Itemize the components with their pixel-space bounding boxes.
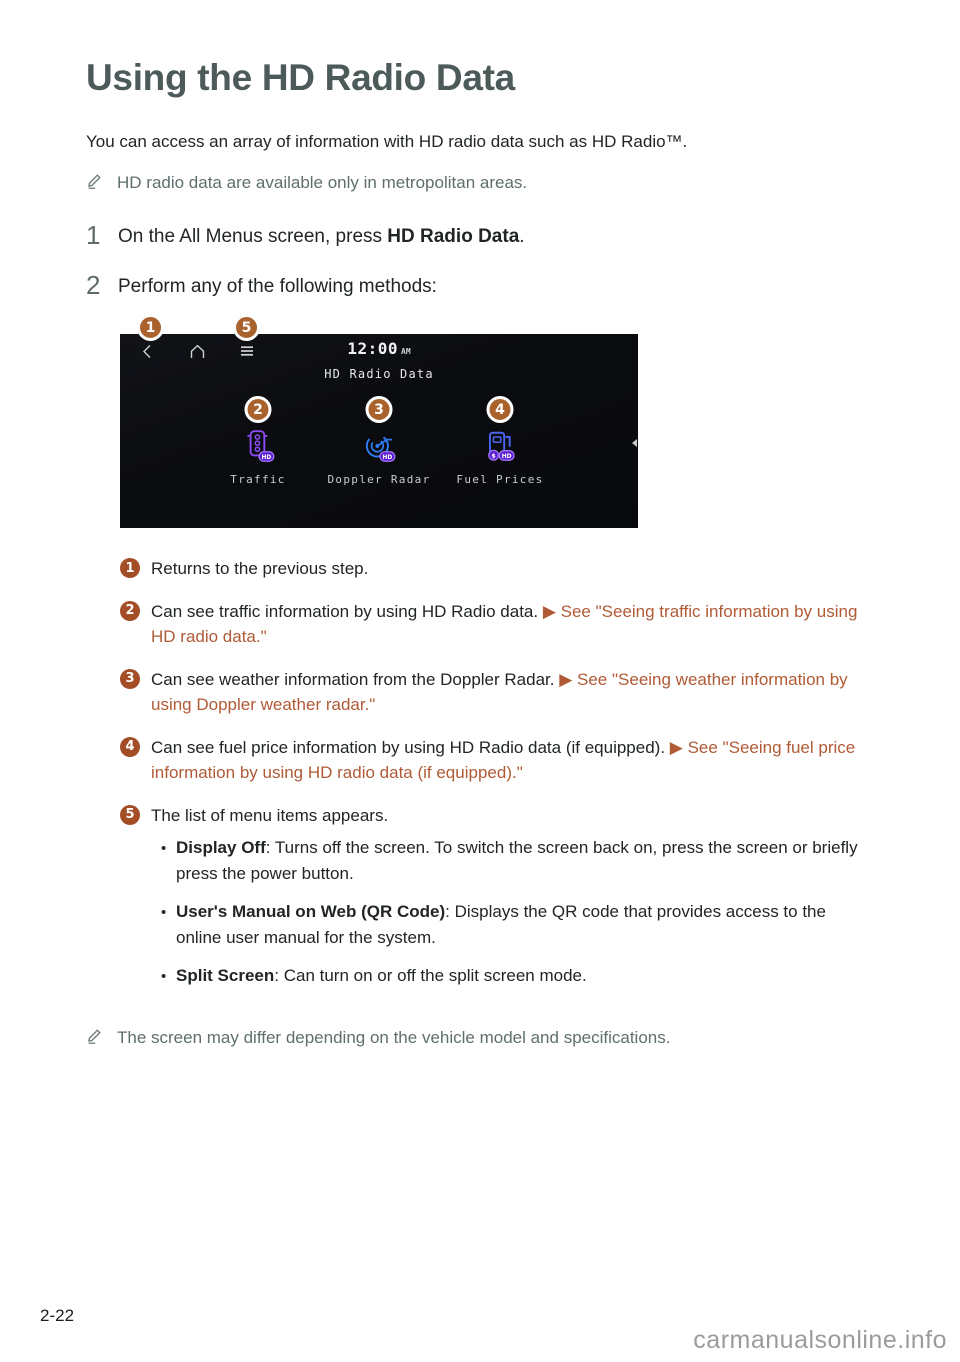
callout-item-1 (120, 556, 886, 582)
step-text-bold: HD Radio Data (387, 226, 520, 248)
edge-drawer-handle-icon[interactable] (632, 439, 637, 447)
callout-badge-2: 2 (245, 396, 272, 423)
step-text (118, 271, 437, 300)
watermark-text: carmanualsonline.info (693, 1326, 947, 1354)
screen-menu-item-doppler-radar[interactable] (319, 396, 440, 486)
callout-text (151, 803, 875, 1003)
menu-option-split-screen (151, 963, 875, 990)
pencil-icon (86, 1027, 104, 1050)
cross-reference-link[interactable]: ▶ See "Seeing weather information by using Doppler weather radar." (151, 669, 848, 715)
step-text-pre: Perform any of the following methods: (118, 276, 437, 298)
step-number: 1 (86, 220, 101, 251)
note-screen-differ (86, 1026, 886, 1050)
traffic-light-hd-icon (239, 428, 277, 466)
callout-text (151, 599, 875, 650)
callout-description: The list of menu items appears. (151, 805, 389, 825)
screen-menu-label: Fuel Prices (456, 473, 544, 487)
menu-option-text (176, 963, 866, 990)
screen-menu-row (198, 396, 561, 486)
screen-menu-label: Traffic (230, 473, 286, 487)
menu-option-description: : Can turn on or off the split screen mode. (274, 966, 587, 986)
note-availability (86, 171, 886, 195)
callout-text (151, 735, 875, 786)
menu-option-description: : Turns off the screen. To switch the screen back on, press the screen or briefly press the power button. (176, 838, 858, 883)
cross-reference-link[interactable]: ▶ See "Seeing traffic information by using HD radio data." (151, 601, 858, 647)
callout-badge-4: 4 (487, 396, 514, 423)
note-text: The screen may differ depending on the vehicle model and specifications. (117, 1027, 671, 1047)
step-text-pre: On the All Menus screen, press (118, 226, 388, 248)
menu-option-description: : Displays the QR code that provides access to the online user manual for the system. (176, 902, 826, 947)
screenshot-figure (120, 319, 638, 528)
note-text: HD radio data are available only in metropolitan areas. (117, 173, 528, 193)
callout-explanations (120, 556, 886, 1003)
menu-option-name: Split Screen (176, 966, 275, 986)
callout-description: Returns to the previous step. (151, 559, 369, 579)
svg-text:$: $ (490, 452, 496, 460)
callout-item-5 (120, 803, 886, 1003)
callout-list-badge: 2 (120, 601, 140, 621)
bullet-dot (151, 963, 176, 990)
menu-option-users-manual (151, 899, 875, 950)
page-number: 2-22 (40, 1306, 75, 1325)
callout-text (151, 667, 875, 718)
callout-list-badge: 4 (120, 737, 140, 757)
step-1 (86, 221, 886, 250)
callout-description: Can see traffic information by using HD Radio data. (151, 601, 543, 621)
callout-list-badge: 5 (120, 805, 140, 825)
clock-time: 12:00 (347, 339, 399, 359)
svg-text:HD: HD (501, 454, 512, 461)
step-number: 2 (86, 270, 101, 301)
menu-option-list (151, 835, 875, 990)
screen-menu-item-fuel-prices[interactable] (440, 396, 561, 486)
cross-reference-link[interactable]: ▶ See "Seeing fuel price information by using HD radio data (if equipped)." (151, 737, 856, 783)
callout-item-3 (120, 667, 886, 718)
clock-meridiem: AM (401, 347, 411, 357)
infotainment-screen (120, 334, 638, 528)
step-text-post: . (519, 226, 525, 248)
callout-badge-1: 1 (137, 314, 164, 341)
callout-item-4 (120, 735, 886, 786)
menu-option-name: User's Manual on Web (QR Code) (176, 902, 446, 922)
step-list (86, 221, 886, 300)
callout-list-badge: 3 (120, 669, 140, 689)
callout-badge-5: 5 (233, 314, 260, 341)
clock (120, 339, 638, 358)
doppler-radar-hd-icon (360, 428, 398, 466)
menu-option-name: Display Off (176, 838, 266, 858)
step-text (118, 221, 525, 250)
bullet-dot (151, 899, 176, 950)
callout-badge-3: 3 (366, 396, 393, 423)
callout-list-badge: 1 (120, 558, 140, 578)
callout-description: Can see weather information from the Doppler Radar. (151, 669, 560, 689)
screen-menu-label: Doppler Radar (327, 473, 431, 487)
pencil-icon (86, 172, 104, 195)
menu-option-text (176, 835, 866, 886)
screen-title: HD Radio Data (324, 367, 434, 382)
svg-text:HD: HD (260, 455, 271, 462)
callout-description: Can see fuel price information by using HD Radio data (if equipped). (151, 737, 670, 757)
page-title: Using the HD Radio Data (86, 57, 515, 98)
screen-menu-item-traffic[interactable] (198, 396, 319, 486)
callout-item-2 (120, 599, 886, 650)
bullet-dot (151, 835, 176, 886)
menu-option-text (176, 899, 866, 950)
step-2 (86, 271, 886, 300)
intro-text: You can access an array of information with HD radio data such as HD Radio™. (86, 132, 688, 152)
fuel-pump-hd-icon (481, 428, 519, 466)
svg-text:HD: HD (381, 455, 392, 462)
callout-text (151, 556, 875, 582)
menu-option-display-off (151, 835, 875, 886)
